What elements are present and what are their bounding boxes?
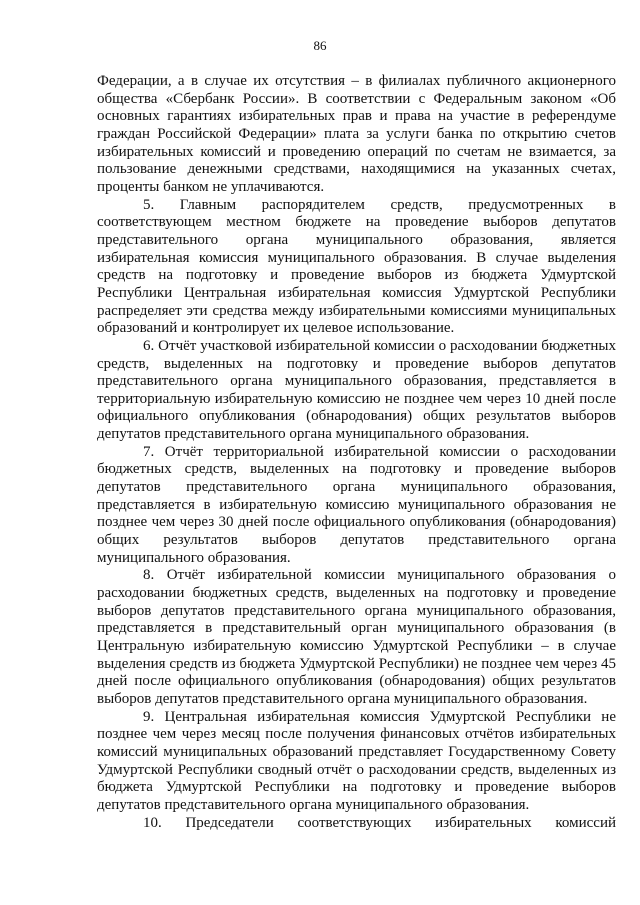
- paragraph-10: 10. Председатели соответствующих избирательных комиссий: [143, 814, 616, 831]
- paragraph-8: 8. Отчёт избирательной комиссии муниципального образования о расходовании бюджетных средств, выделенных на подготовку и проведение выборов депутатов представительного органа муниципального образования, представляется в представительный орган муниципального образования (в Центральную избирательную комиссию Удмуртской Республики – в случае выделения средств из бюджета Удмуртской Республики) не позднее чем через 45 дней после официального опубликования (обнародования) общих результатов выборов депутатов представительного органа муниципального образования.: [97, 567, 616, 707]
- page-number: 86: [313, 38, 327, 53]
- paragraph-9: 9. Центральная избирательная комиссия Удмуртской Республики не позднее чем через месяц после получения финансовых отчётов избирательных комиссий муниципальных образований представляет Государственному Совету Удмуртской Республики сводный отчёт о расходовании средств, выделенных из бюджета Удмуртской Республики на подготовку и проведение выборов депутатов представительного органа муниципального образования.: [97, 708, 616, 813]
- document-body: [97, 73, 616, 832]
- paragraph-7: 7. Отчёт территориальной избирательной комиссии о расходовании бюджетных средств, выделенных на подготовку и проведение выборов депутатов представительного органа муниципального образования, представляется в избирательную комиссию муниципального образования не позднее чем через 30 дней после официального опубликования (обнародования) общих результатов выборов депутатов представительного органа муниципального образования.: [97, 443, 616, 566]
- paragraph-6: 6. Отчёт участковой избирательной комиссии о расходовании бюджетных средств, выделенных на подготовку и проведение выборов депутатов представительного органа муниципального образования, представляется в территориальную избирательную комиссию не позднее чем через 10 дней после официального опубликования (обнародования) общих результатов выборов депутатов представительного органа муниципального образования.: [97, 337, 616, 443]
- paragraph-continuation: Федерации, а в случае их отсутствия – в филиалах публичного акционерного общества «Сбербанк России». В соответствии с Федеральным законом «Об основных гарантиях избирательных прав и права на участие в референдуме граждан Российской Федерации» плата за услуги банка по открытию счетов избирательных комиссий и проведению операций по счетам не взимается, за пользование денежными средствами, находящимися на указанных счетах, проценты банком не уплачиваются.: [97, 73, 616, 195]
- paragraph-5: 5. Главным распорядителем средств, предусмотренных в соответствующем местном бюджете на проведение выборов депутатов представительного органа муниципального образования, является избирательная комиссия муниципального образования. В случае выделения средств на подготовку и проведение выборов из бюджета Удмуртской Республики Центральная избирательная комиссия Удмуртской Республики распределяет эти средства между избирательными комиссиями муниципальных образований и контролирует их целевое использование.: [97, 196, 616, 337]
